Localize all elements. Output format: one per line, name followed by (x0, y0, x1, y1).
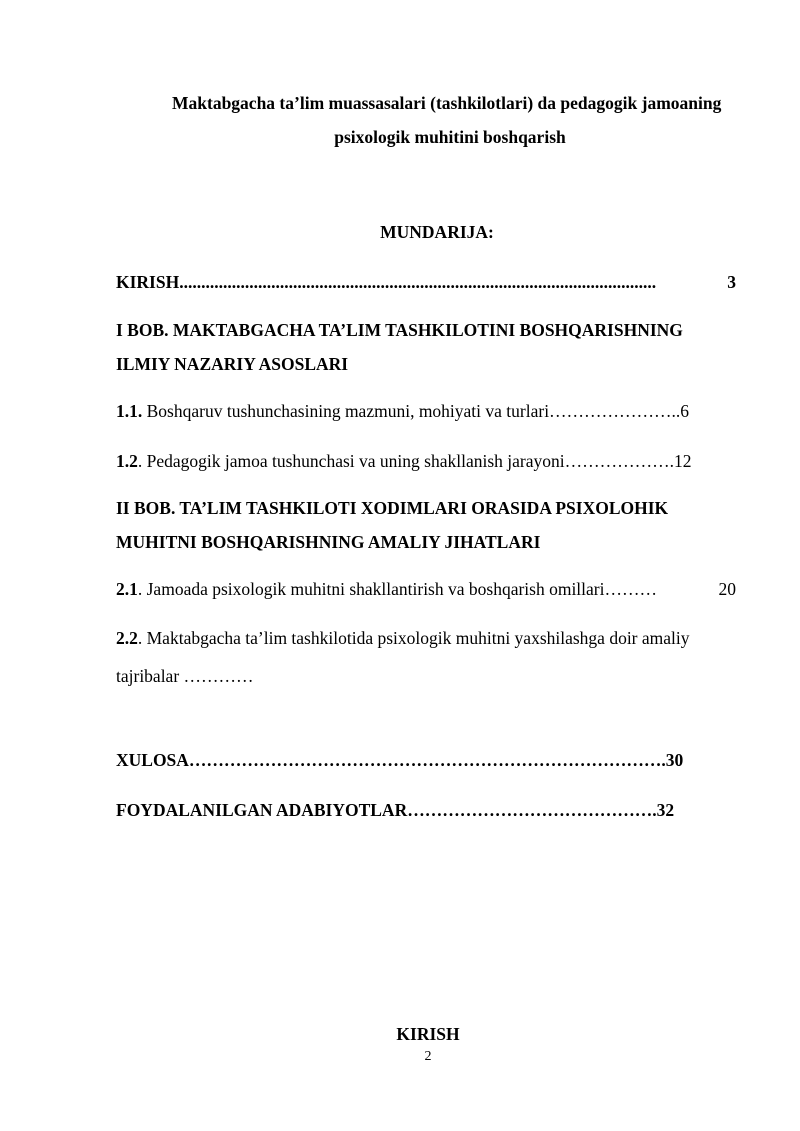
title-line-2: psixologik muhitini boshqarish (334, 127, 566, 147)
document-title (110, 86, 770, 154)
toc-section-2-2-number: 2.2 (116, 628, 138, 648)
toc-entry-conclusion[interactable]: XULOSA……………………………………………………………………….30 (116, 750, 684, 770)
toc-section-2-1-page: 20 (718, 579, 736, 599)
toc-entry-references[interactable]: FOYDALANILGAN ADABIYOTLAR…………………………………….32 (116, 800, 675, 820)
toc-section-2-2-text-line-1: . Maktabgacha ta’lim tashkilotida psixologik muhitni yaxshilashga doir amaliy (137, 628, 690, 648)
toc-chapter-1[interactable] (116, 313, 736, 381)
title-line-1: Maktabgacha ta’lim muassasalari (tashkilotlari) da pedagogik jamoaning (172, 93, 722, 113)
toc-chapter-1-line-2: ILMIY NAZARIY ASOSLARI (116, 354, 349, 374)
toc-chapter-2-line-2: MUHITNI BOSHQARISHNING AMALIY JIHATLARI (116, 532, 541, 552)
toc-section-1-2[interactable] (116, 444, 736, 478)
toc-entry-intro-label: KIRISH............................................................................................................. (116, 272, 657, 292)
toc-entry-intro[interactable] (116, 265, 736, 299)
toc-chapter-1-line-1: I BOB. MAKTABGACHA TA’LIM TASHKILOTINI BOSHQARISHNING (116, 320, 683, 340)
toc-section-2-1-text: . Jamoada psixologik muhitni shakllantirish va boshqarish omillari……… (137, 579, 657, 599)
toc-section-1-2-number: 1.2 (116, 451, 138, 471)
toc-section-1-1[interactable] (116, 394, 736, 428)
page-number: 2 (424, 1049, 432, 1064)
toc-heading: MUNDARIJA: (380, 222, 494, 242)
toc-section-1-1-number: 1.1. (116, 401, 143, 421)
next-section-heading: KIRISH (396, 1024, 460, 1044)
toc-section-1-2-text: . Pedagogik jamoa tushunchasi va uning shakllanish jarayoni……………….12 (137, 451, 692, 471)
toc-section-2-2[interactable] (116, 621, 736, 693)
toc-section-2-2-text-line-2: tajribalar ………… (116, 666, 254, 686)
toc-chapter-2[interactable] (116, 491, 736, 559)
toc-section-1-1-text: Boshqaruv tushunchasining mazmuni, mohiyati va turlari…………………..6 (142, 401, 690, 421)
toc-section-2-1-number: 2.1 (116, 579, 138, 599)
toc-chapter-2-line-1: II BOB. TA’LIM TASHKILOTI XODIMLARI ORASIDA PSIXOLOHIK (116, 498, 669, 518)
toc-entry-intro-page: 3 (727, 272, 736, 292)
toc-section-2-1[interactable] (116, 572, 736, 606)
